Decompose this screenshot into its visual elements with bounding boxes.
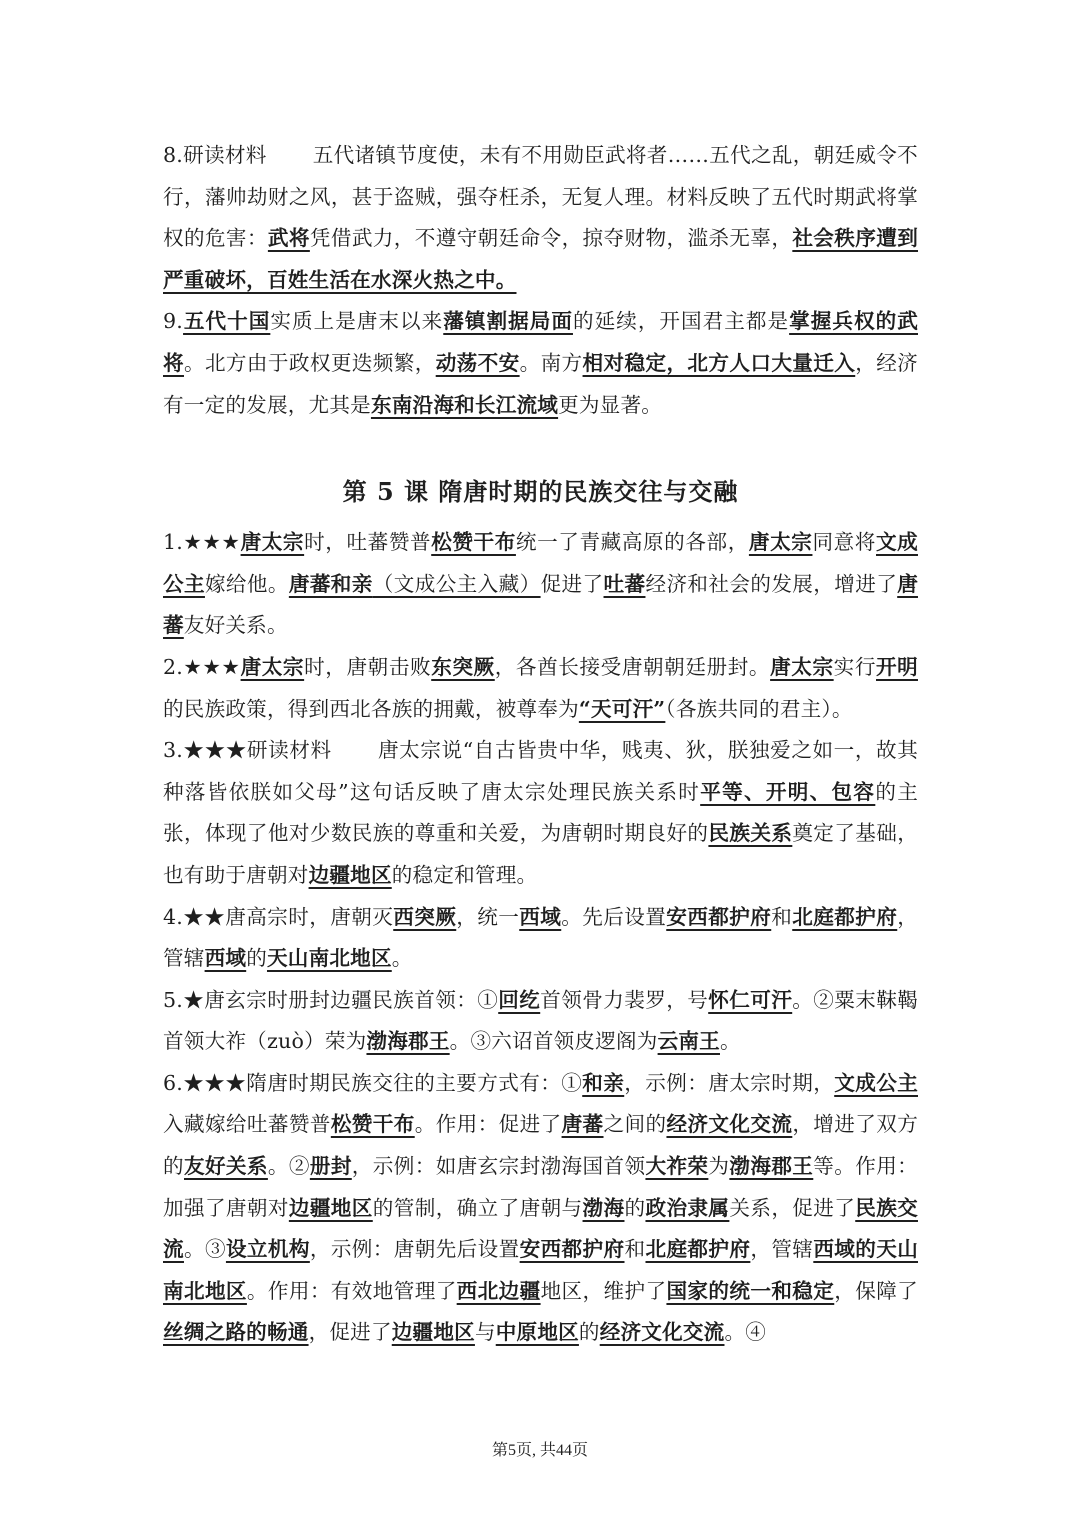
key-term: 回纥: [498, 987, 541, 1012]
text-run: 。: [391, 946, 413, 971]
key-term: 友好关系: [183, 1154, 268, 1179]
text-run: 关系，促进了: [729, 1195, 856, 1220]
text-run: 同意将: [812, 530, 876, 555]
key-term: 平等、开明、包容: [700, 779, 876, 804]
key-term: 渤海郡王: [729, 1154, 814, 1179]
text-run: ，示例：唐太宗时期，: [624, 1070, 835, 1095]
key-term: 民族关系: [708, 821, 793, 846]
text-run: 1.★★★: [163, 530, 241, 555]
text-run: ，示例：唐朝先后设置: [309, 1237, 520, 1262]
page-footer: 第5页, 共44页: [491, 1442, 588, 1459]
text-run: 的稳定和管理。: [391, 862, 538, 887]
text-run: 时，唐朝击败: [304, 654, 432, 679]
text-run: 4.★★唐高宗时，唐朝灭: [163, 904, 394, 929]
text-run: ，促进了: [308, 1320, 392, 1345]
text-run: ，管辖: [163, 904, 919, 971]
key-term: 唐蕃: [163, 571, 918, 638]
text-run: 唐太宗说“自古皆贵中华，贱夷、狄，朕独爱之如一，故其种落皆依朕如父母”这句话反映了唐太宗处理民族关系时: [163, 738, 918, 804]
text-run: 奠定了基础，也有助于唐朝对: [163, 821, 919, 887]
text-run: 。③六诏首领皮逻阁为: [449, 1029, 658, 1054]
item-2-tian-kehan: [163, 647, 918, 730]
text-run: 。②粟末靺鞨首领大祚（zuò）荣为: [163, 987, 918, 1054]
key-term: 社会秩序遭到严重破坏，百姓生活在水深火热之中。: [163, 226, 919, 292]
item-9-five-dynasties-ten-kingdoms: [163, 301, 918, 426]
key-term: 五代十国: [183, 309, 271, 334]
text-run: 。北方由于政权更迭频繁，: [183, 350, 436, 375]
text-run: 的主张，体现了他对少数民族的尊重和关爱，为唐朝时期良好的: [163, 779, 918, 846]
key-term: 和亲: [582, 1070, 625, 1095]
key-term: 经济文化交流: [599, 1320, 725, 1345]
text-run: 实质上是唐末以来: [270, 309, 444, 334]
key-term: 北庭都护府: [792, 904, 898, 929]
text-run: 的民族政策，得到西北各族的拥戴，被尊奉为: [163, 696, 579, 721]
key-term: 册封: [309, 1154, 352, 1179]
text-run: ，管辖: [750, 1237, 814, 1262]
key-term: 唐太宗: [240, 654, 305, 679]
key-term: 松赞干布: [431, 530, 516, 555]
text-run: 5.★唐玄宗时册封边疆民族首领：①: [163, 987, 499, 1012]
item-3-taizong-quote: [163, 730, 918, 896]
key-term: 安西都护府: [666, 904, 772, 929]
key-term: 边疆地区: [391, 1320, 475, 1345]
key-term: 吐蕃: [603, 571, 646, 596]
key-term: 设立机构: [225, 1237, 310, 1262]
item-5-xuanzong-enfeoffment: [163, 980, 918, 1063]
text-run: （各族共同的君主）。: [665, 696, 853, 721]
text-run: 9.: [163, 309, 184, 334]
item-4-western-regions: [163, 897, 918, 980]
text-run: ，统一: [456, 904, 520, 929]
text-run: 凭借武力，不遵守朝廷命令，掠夺财物，滥杀无辜，: [309, 226, 793, 251]
text-run: 。: [719, 1029, 741, 1054]
item-6-ethnic-exchange-methods: [163, 1063, 918, 1354]
text-run: 的: [624, 1195, 646, 1220]
key-term: 西域: [519, 904, 562, 929]
text-run: ，增进了双方的: [163, 1112, 918, 1179]
text-run: ，保障了: [834, 1278, 918, 1303]
text-run: 的管制，确立了唐朝与: [372, 1195, 583, 1220]
text-run: 。作用：促进了: [414, 1112, 562, 1137]
key-term: 武将: [267, 226, 310, 251]
text-run: 。④: [724, 1320, 767, 1345]
key-term: 安西都护府: [519, 1237, 625, 1262]
key-term: 东突厥: [431, 654, 495, 679]
key-term: 云南王: [657, 1029, 720, 1054]
key-term: 西域的天山南北地区: [163, 1237, 919, 1303]
key-term: 大祚荣: [645, 1154, 709, 1179]
text-run: 五代诸镇节度使，未有不用勋臣武将者……五代之乱，朝廷威令不行，藩帅劫财之风，甚于盗贼，强夺枉杀，无复人理。材料反映了五代时期武将掌权的危害：: [163, 143, 918, 251]
key-term: 渤海: [582, 1195, 625, 1220]
item-8-five-dynasties-generals: [163, 135, 918, 301]
text-run: 入藏嫁给吐蕃赞普: [163, 1112, 331, 1137]
text-run: 友好关系。: [183, 613, 288, 638]
text-run: 6.★★★隋唐时期民族交往的主要方式有：①: [163, 1070, 583, 1095]
key-term: 相对稳定，北方人口大量迁入: [582, 350, 856, 375]
text-run: 等。作用：加强了唐朝对: [163, 1154, 918, 1220]
key-term: 松赞干布: [330, 1112, 415, 1137]
key-term: 掌握兵权的武将: [163, 309, 918, 375]
text-run: 的: [246, 946, 267, 971]
key-term: 唐太宗: [770, 654, 834, 679]
key-term: 唐太宗: [240, 530, 305, 555]
text-run: 更为显著。: [558, 392, 663, 417]
text-run: 实行: [833, 654, 876, 679]
text-run: ，经济有一定的发展，尤其是: [163, 350, 918, 417]
key-term: 西北边疆: [456, 1278, 541, 1303]
key-term: 边疆地区: [288, 1195, 373, 1220]
page-content: [163, 135, 918, 1354]
key-term: 怀仁可汗: [708, 987, 793, 1012]
key-term: 东南沿海和长江流域: [370, 392, 559, 417]
key-term: 藩镇割据局面: [443, 309, 573, 334]
text-run: 。②: [267, 1154, 310, 1179]
key-term: 唐蕃: [561, 1112, 604, 1137]
text-run: 的延续，开国君主都是: [572, 309, 790, 334]
key-term: 北庭都护府: [645, 1237, 751, 1262]
key-term: 唐蕃和亲: [288, 571, 373, 596]
text-run: 8.研读材料: [163, 143, 267, 167]
text-run: 的: [578, 1320, 600, 1345]
key-term: 开明: [876, 654, 918, 679]
key-term: 西突厥: [393, 904, 457, 929]
text-run: 时，吐蕃赞普: [304, 530, 432, 555]
text-run: 。南方: [519, 350, 583, 375]
key-term: 边疆地区: [308, 862, 392, 887]
key-term: 文成公主: [834, 1070, 918, 1095]
key-term: 经济文化交流: [666, 1112, 793, 1137]
key-term: 文成公主: [163, 530, 918, 596]
key-term: 民族交流: [163, 1195, 918, 1262]
text-run: 之间的: [603, 1112, 667, 1137]
underlined-text: （文成公主入藏）: [372, 571, 541, 596]
key-term: “天可汗”: [578, 696, 666, 721]
item-1-tang-tibet-marriage: [163, 522, 918, 647]
text-run: 。先后设置: [561, 904, 667, 929]
key-term: 政治隶属: [645, 1195, 730, 1220]
text-run: 促进了: [540, 571, 604, 596]
text-run: 统一了青藏高原的各部，: [515, 530, 749, 555]
text-run: ，示例：如唐玄宗封渤海国首领: [351, 1154, 646, 1179]
key-term: 丝绸之路的畅通: [163, 1320, 309, 1345]
key-term: 中原地区: [495, 1320, 579, 1345]
text-run: 为: [708, 1154, 730, 1179]
text-run: 与: [474, 1320, 496, 1345]
text-run: 。③: [183, 1237, 226, 1262]
text-run: 3.★★★研读材料: [163, 738, 332, 763]
text-run: 经济和社会的发展，增进了: [645, 571, 898, 596]
lesson-5-title: 第 5 课 隋唐时期的民族交往与交融: [342, 477, 739, 507]
text-run: ，各酋长接受唐朝朝廷册封。: [494, 654, 771, 679]
key-term: 西域: [204, 946, 247, 971]
key-term: 国家的统一和稳定: [666, 1278, 835, 1303]
text-run: 和: [771, 904, 793, 929]
key-term: 唐太宗: [748, 530, 813, 555]
key-term: 渤海郡王: [366, 1029, 450, 1054]
text-run: 地区，维护了: [540, 1278, 667, 1303]
text-run: 。作用：有效地管理了: [246, 1278, 457, 1303]
text-run: 首领骨力裴罗，号: [540, 987, 709, 1012]
text-run: 嫁给他。: [204, 571, 289, 596]
text-run: 2.★★★: [163, 654, 241, 679]
key-term: 天山南北地区: [266, 946, 392, 971]
text-run: 和: [624, 1237, 646, 1262]
key-term: 动荡不安: [435, 350, 520, 375]
